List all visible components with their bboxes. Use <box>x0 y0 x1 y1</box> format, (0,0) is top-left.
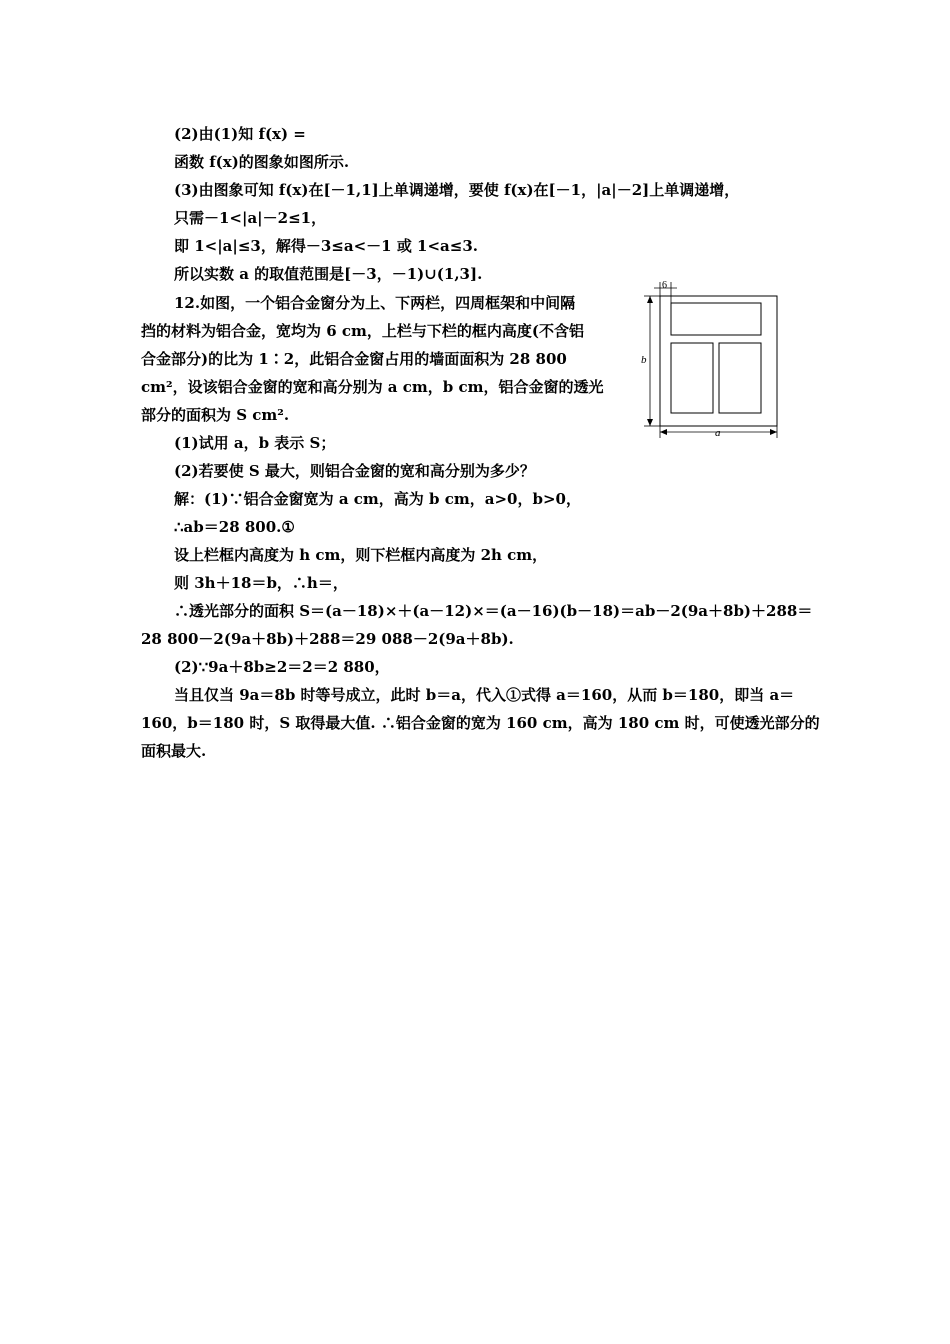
line-14: 解：(1)∵铝合金窗宽为 a cm，高为 b cm，a>0，b>0， <box>174 490 581 508</box>
label-b: b <box>641 354 647 366</box>
line-10: cm²，设该铝合金窗的宽和高分别为 a cm，b cm，铝合金窗的透光 <box>141 378 604 396</box>
line-16: 设上栏框内高度为 h cm，则下栏框内高度为 2h cm， <box>174 546 548 564</box>
line-20: (2)∵9a＋8b≥2＝2＝2 880， <box>174 658 390 676</box>
label-a: a <box>715 427 721 439</box>
line-12: (1)试用 a，b 表示 S； <box>174 434 336 452</box>
line-19: 28 800－2(9a＋8b)＋288＝29 088－2(9a＋8b). <box>141 630 514 648</box>
line-23: 面积最大. <box>141 742 207 760</box>
bottom-right-pane <box>719 343 761 413</box>
top-pane <box>671 303 761 335</box>
bottom-left-pane <box>671 343 713 413</box>
line-4: 只需－1<|a|－2≤1， <box>174 209 327 227</box>
line-13: (2)若要使 S 最大，则铝合金窗的宽和高分别为多少？ <box>174 462 535 480</box>
line-15: ∴ab＝28 800.① <box>174 518 295 536</box>
line-2: 函数 f(x)的图象如图所示. <box>174 153 350 171</box>
line-1: (2)由(1)知 f(x) = <box>174 125 306 143</box>
line-22: 160，b＝180 时，S 取得最大值. ∴铝合金窗的宽为 160 cm，高为 180 cm 时，可使透光部分的 <box>141 714 820 732</box>
line-11: 部分的面积为 S cm². <box>141 406 290 424</box>
window-frame-figure <box>640 278 785 444</box>
line-5: 即 1<|a|≤3，解得－3≤a<－1 或 1<a≤3. <box>174 237 478 255</box>
line-18: ∴透光部分的面积 S＝(a－18)×＋(a－12)×＝(a－16)(b－18)＝ab－2(9a＋8b)＋288＝ <box>174 602 813 620</box>
line-8: 挡的材料为铝合金，宽均为 6 cm，上栏与下栏的框内高度(不含铝 <box>141 322 584 340</box>
line-3: (3)由图象可知 f(x)在[－1,1]上单调递增，要使 f(x)在[－1，|a|－2]上单调递增， <box>174 181 740 199</box>
line-7: 12.如图，一个铝合金窗分为上、下两栏，四周框架和中间隔 <box>174 294 576 312</box>
label-six: 6 <box>662 280 667 291</box>
line-17: 则 3h＋18＝b，∴h＝， <box>174 574 348 592</box>
line-6: 所以实数 a 的取值范围是[－3，－1)∪(1,3]. <box>174 265 483 283</box>
line-9: 合金部分)的比为 1∶2，此铝合金窗占用的墙面面积为 28 800 <box>141 350 567 368</box>
line-21: 当且仅当 9a＝8b 时等号成立，此时 b＝a，代入①式得 a＝160，从而 b＝180，即当 a＝ <box>174 686 795 704</box>
